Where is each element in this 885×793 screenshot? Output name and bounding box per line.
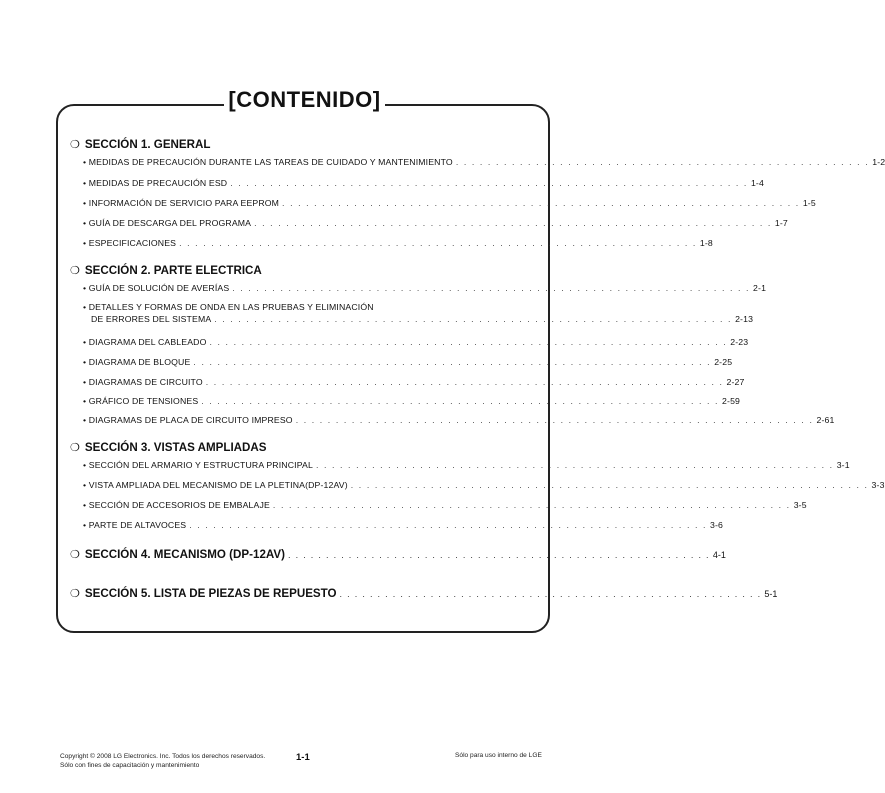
section-2	[70, 264, 532, 280]
page-ref: 2-13	[735, 314, 754, 324]
footer-internal-note: Sólo para uso interno de LGE	[455, 752, 542, 759]
section-title: SECCIÓN 2. PARTE ELECTRICA	[84, 264, 262, 277]
footer-copyright: Copyright © 2008 LG Electronics. Inc. Todos los derechos reservados. Sólo con fines de capacitación y mantenimiento	[60, 753, 266, 769]
page-ref: 3-5	[793, 500, 807, 510]
page-ref: 2-1	[753, 283, 767, 293]
circle-bullet-icon: ❍	[70, 588, 80, 600]
circle-bullet-icon: ❍	[70, 549, 80, 561]
toc-entry[interactable]: • ESPECIFICACIONES . . . . . . . . . . . . . . . . . . . . . . . . . . . . . . . . . . . . . . . . . . . . . . . . . . . . . . . . . . . . . . . . . 1-8	[83, 238, 713, 248]
section-title: SECCIÓN 3. VISTAS AMPLIADAS	[84, 441, 267, 454]
toc-entry[interactable]: • DIAGRAMAS DE PLACA DE CIRCUITO IMPRESO . . . . . . . . . . . . . . . . . . . . . . . . . . . . . . . . . . . . . . . . . . . . . . . . . . . . . . . . . . . . . . . . . 2-61	[83, 415, 835, 425]
toc-entry[interactable]: • DIAGRAMA DEL CABLEADO . . . . . . . . . . . . . . . . . . . . . . . . . . . . . . . . . . . . . . . . . . . . . . . . . . . . . . . . . . . . . . . . . 2-23	[83, 337, 749, 347]
toc-entry[interactable]: • DIAGRAMAS DE CIRCUITO . . . . . . . . . . . . . . . . . . . . . . . . . . . . . . . . . . . . . . . . . . . . . . . . . . . . . . . . . . . . . . . . . 2-27	[83, 377, 745, 387]
page-ref: 1-2	[872, 157, 885, 167]
page-ref: 3-3	[871, 480, 885, 490]
section-title: SECCIÓN 4. MECANISMO (DP-12AV)	[84, 548, 285, 561]
page-ref: 1-7	[774, 218, 788, 228]
page-ref: 3-1	[836, 460, 850, 470]
section-heading: ❍ SECCIÓN 5. LISTA DE PIEZAS DE REPUESTO . . . . . . . . . . . . . . . . . . . . . . . . . . . . . . . . . . . . . . . . . . . . . . . . . . . . . . . . 5-1	[70, 587, 778, 600]
section-heading	[70, 441, 532, 457]
toc-entry[interactable]: • GUÍA DE SOLUCIÓN DE AVERÍAS . . . . . . . . . . . . . . . . . . . . . . . . . . . . . . . . . . . . . . . . . . . . . . . . . . . . . . . . . . . . . . . . . 2-1	[83, 283, 767, 293]
toc-entry[interactable]: • SECCIÓN DE ACCESORIOS DE EMBALAJE . . . . . . . . . . . . . . . . . . . . . . . . . . . . . . . . . . . . . . . . . . . . . . . . . . . . . . . . . . . . . . . . . 3-5	[83, 500, 807, 510]
section-1	[70, 138, 532, 154]
page-ref: 1-4	[750, 178, 764, 188]
section-title: SECCIÓN 5. LISTA DE PIEZAS DE REPUESTO	[84, 587, 337, 600]
circle-bullet-icon: ❍	[70, 442, 80, 454]
page-ref: 2-23	[730, 337, 749, 347]
page-title: [CONTENIDO]	[0, 87, 609, 113]
toc-entry[interactable]: • INFORMACIÓN DE SERVICIO PARA EEPROM . . . . . . . . . . . . . . . . . . . . . . . . . . . . . . . . . . . . . . . . . . . . . . . . . . . . . . . . . . . . . . . . . 1-5	[83, 198, 816, 208]
toc-entry[interactable]: • SECCIÓN DEL ARMARIO Y ESTRUCTURA PRINCIPAL . . . . . . . . . . . . . . . . . . . . . . . . . . . . . . . . . . . . . . . . . . . . . . . . . . . . . . . . . . . . . . . . . 3-1	[83, 460, 850, 470]
section-heading	[70, 138, 532, 154]
page-ref: 5-1	[764, 589, 778, 599]
page-ref: 1-5	[802, 198, 816, 208]
circle-bullet-icon: ❍	[70, 139, 80, 151]
page-ref: 2-27	[726, 377, 745, 387]
toc-entry[interactable]: • GRÁFICO DE TENSIONES . . . . . . . . . . . . . . . . . . . . . . . . . . . . . . . . . . . . . . . . . . . . . . . . . . . . . . . . . . . . . . . . . 2-59	[83, 396, 741, 406]
section-heading: ❍ SECCIÓN 4. MECANISMO (DP-12AV) . . . . . . . . . . . . . . . . . . . . . . . . . . . . . . . . . . . . . . . . . . . . . . . . . . . . . . . . 4-1	[70, 548, 726, 561]
section-title: SECCIÓN 1. GENERAL	[84, 138, 211, 151]
toc-entry[interactable]: • VISTA AMPLIADA DEL MECANISMO DE LA PLETINA(DP-12AV) . . . . . . . . . . . . . . . . . . . . . . . . . . . . . . . . . . . . . . . . . . . . . . . . . . . . . . . . . . . . . . . . . 3-3	[83, 480, 885, 490]
page-ref: 2-25	[714, 357, 733, 367]
toc-entry[interactable]: • DETALLES Y FORMAS DE ONDA EN LAS PRUEBAS Y ELIMINACIÓN DE ERRORES DEL SISTEMA . . . . . . . . . . . . . . . . . . . . . . . . . . . . . . . . . . . . . . . . . . . . . . . . . . . . . . . . . . . . . . . . . 2-13	[83, 302, 754, 324]
page-ref: 2-61	[816, 415, 835, 425]
toc-entry[interactable]: • PARTE DE ALTAVOCES . . . . . . . . . . . . . . . . . . . . . . . . . . . . . . . . . . . . . . . . . . . . . . . . . . . . . . . . . . . . . . . . . 3-6	[83, 520, 724, 530]
toc-entry[interactable]: • MEDIDAS DE PRECAUCIÓN ESD . . . . . . . . . . . . . . . . . . . . . . . . . . . . . . . . . . . . . . . . . . . . . . . . . . . . . . . . . . . . . . . . . 1-4	[83, 178, 764, 188]
page-number: 1-1	[296, 752, 310, 763]
toc-entry[interactable]: • DIAGRAMA DE BLOQUE . . . . . . . . . . . . . . . . . . . . . . . . . . . . . . . . . . . . . . . . . . . . . . . . . . . . . . . . . . . . . . . . . 2-25	[83, 357, 733, 367]
section-3	[70, 441, 532, 457]
page-ref: 4-1	[712, 550, 726, 560]
toc-entry[interactable]: • GUÍA DE DESCARGA DEL PROGRAMA . . . . . . . . . . . . . . . . . . . . . . . . . . . . . . . . . . . . . . . . . . . . . . . . . . . . . . . . . . . . . . . . . 1-7	[83, 218, 788, 228]
page-ref: 2-59	[722, 396, 741, 406]
section-5[interactable]	[70, 587, 778, 603]
section-4[interactable]	[70, 548, 726, 564]
page-ref: 1-8	[699, 238, 713, 248]
page-ref: 3-6	[710, 520, 724, 530]
section-heading	[70, 264, 532, 280]
toc-entry[interactable]: • MEDIDAS DE PRECAUCIÓN DURANTE LAS TAREAS DE CUIDADO Y MANTENIMIENTO . . . . . . . . . . . . . . . . . . . . . . . . . . . . . . . . . . . . . . . . . . . . . . . . . . . . 1-2	[83, 157, 885, 167]
circle-bullet-icon: ❍	[70, 265, 80, 277]
